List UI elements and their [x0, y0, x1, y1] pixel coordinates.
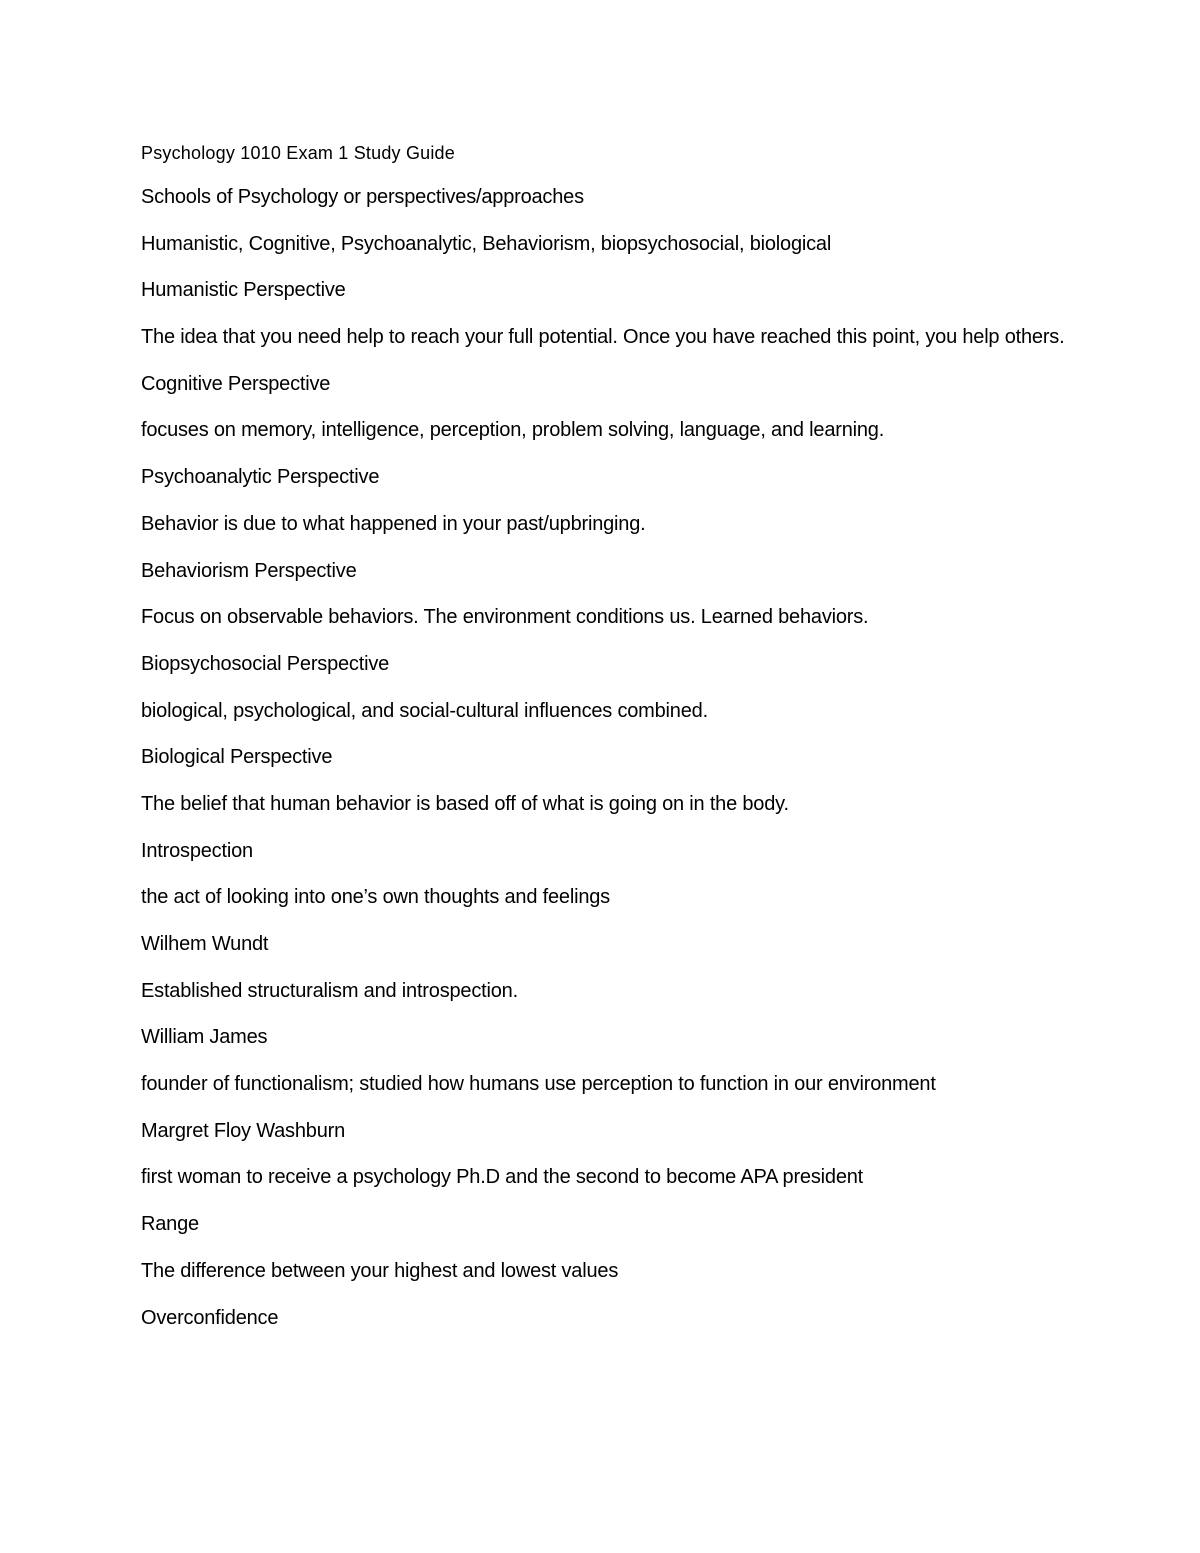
term-psychoanalytic: Psychoanalytic Perspective: [141, 466, 380, 489]
term-biopsychosocial: Biopsychosocial Perspective: [141, 652, 390, 675]
definition-humanistic: The idea that you need help to reach your full potential. Once you have reached this point, you help others.: [141, 326, 1065, 349]
definition-washburn: first woman to receive a psychology Ph.D and the second to become APA president: [141, 1166, 864, 1189]
term-biological: Biological Perspective: [141, 746, 333, 769]
term-washburn: Margret Floy Washburn: [141, 1119, 346, 1142]
definition-behaviorism: Focus on observable behaviors. The environment conditions us. Learned behaviors.: [141, 606, 869, 629]
definition-biopsychosocial: biological, psychological, and social-cultural influences combined.: [141, 699, 708, 722]
document-body: [141, 138, 1071, 1349]
definition-cognitive: focuses on memory, intelligence, perception, problem solving, language, and learning.: [141, 419, 885, 442]
term-range: Range: [141, 1213, 199, 1236]
term-humanistic: Humanistic Perspective: [141, 279, 346, 302]
term-wundt: Wilhem Wundt: [141, 933, 269, 955]
definition-wundt: Established structuralism and introspection.: [141, 979, 518, 1002]
term-cognitive: Cognitive Perspective: [141, 372, 331, 395]
paragraph-schools-list: Humanistic, Cognitive, Psychoanalytic, Behaviorism, biopsychosocial, biological: [141, 232, 832, 255]
definition-introspection: the act of looking into one’s own thoughts and feelings: [141, 886, 610, 909]
term-behaviorism: Behaviorism Perspective: [141, 559, 357, 582]
definition-psychoanalytic: Behavior is due to what happened in your past/upbringing.: [141, 512, 646, 535]
term-overconfidence: Overconfidence: [141, 1306, 279, 1329]
definition-biological: The belief that human behavior is based off of what is going on in the body.: [141, 792, 789, 815]
term-introspection: Introspection: [141, 839, 253, 862]
definition-james: founder of functionalism; studied how humans use perception to function in our environment: [141, 1073, 936, 1096]
paragraph-schools-heading: Schools of Psychology or perspectives/approaches: [141, 186, 584, 208]
document-title: Psychology 1010 Exam 1 Study Guide: [141, 143, 455, 163]
definition-range: The difference between your highest and lowest values: [141, 1259, 619, 1282]
term-james: William James: [141, 1026, 268, 1049]
